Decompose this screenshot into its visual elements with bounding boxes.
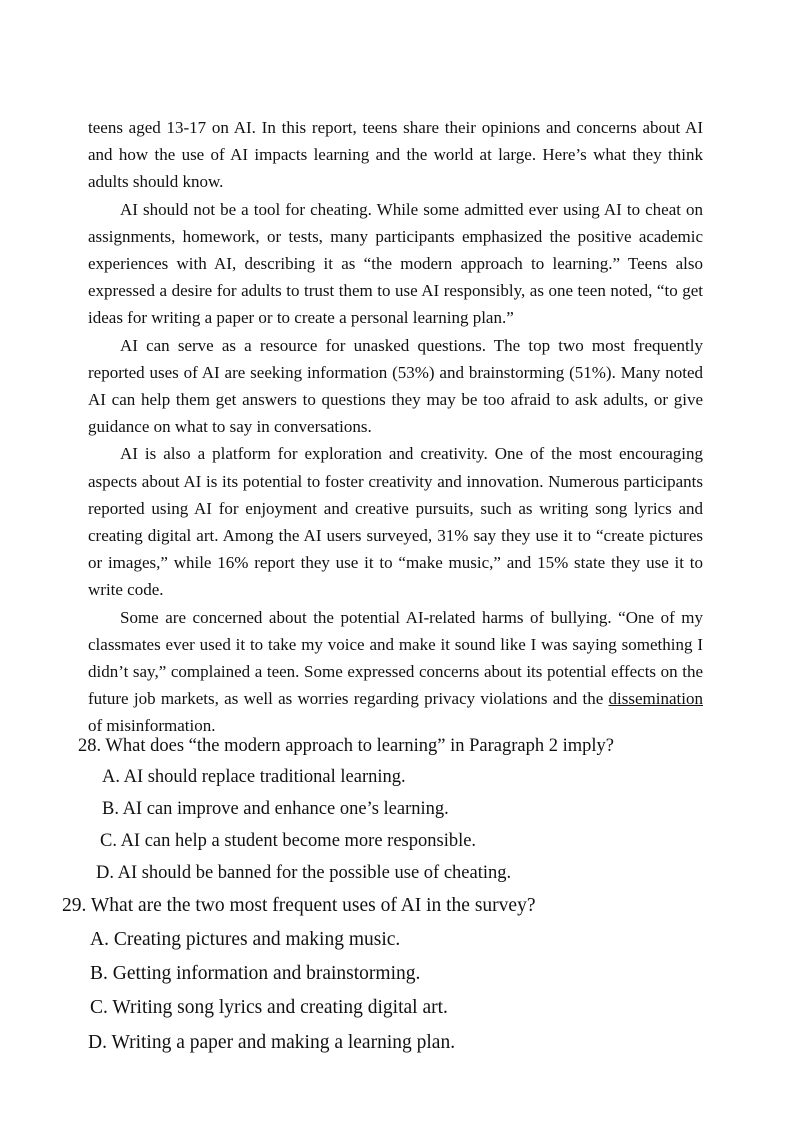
passage-paragraph-1: teens aged 13-17 on AI. In this report, teens share their opinions and concerns about AI and how the use of AI impacts learning and the world at large. Here’s what they think adults should know. xyxy=(88,118,703,192)
question-28-option-b[interactable]: B. AI can improve and enhance one’s learning. xyxy=(102,799,449,819)
passage-paragraph-3: AI can serve as a resource for unasked questions. The top two most frequently reported uses of AI are seeking information (53%) and brainstorming (51%). Many noted AI can help them get answers to questions they may be too afraid to ask adults, or give guidance on what to say in conversations. xyxy=(88,335,703,437)
question-29-option-c[interactable]: C. Writing song lyrics and creating digital art. xyxy=(90,997,448,1018)
paragraph-5-text: Some are concerned about the potential AI-related harms of bullying. “One of my classmates ever used it to take my voice and make it sound like I was saying something I didn’t say,” complained a teen. Some expressed concerns about its potential effects on the future job markets, as well as worries regarding privacy violations and the xyxy=(88,607,703,709)
question-29-option-a[interactable]: A. Creating pictures and making music. xyxy=(90,929,401,950)
question-28-stem: 28. What does “the modern approach to learning” in Paragraph 2 imply? xyxy=(78,736,614,756)
paragraph-5-ending: of misinformation. xyxy=(88,716,216,736)
question-29-option-d[interactable]: D. Writing a paper and making a learning plan. xyxy=(88,1032,456,1053)
question-29-option-b[interactable]: B. Getting information and brainstorming. xyxy=(90,963,421,984)
passage-paragraph-5 xyxy=(88,604,703,740)
question-28-option-d[interactable]: D. AI should be banned for the possible use of cheating. xyxy=(96,863,512,883)
passage-paragraph-4: AI is also a platform for exploration and creativity. One of the most encouraging aspects about AI is its potential to foster creativity and innovation. Numerous participants reported using AI for enjoyment and creative pursuits, such as writing song lyrics and creating digital art. Among the AI users surveyed, 31% say they use it to “create pictures or images,” while 16% report they use it to “make music,” and 15% state they use it to write code. xyxy=(88,444,703,600)
question-28-option-a[interactable]: A. AI should replace traditional learning. xyxy=(102,767,406,787)
question-28-option-c[interactable]: C. AI can help a student become more responsible. xyxy=(100,831,477,851)
reading-passage xyxy=(88,114,703,740)
passage-paragraph-2: AI should not be a tool for cheating. While some admitted ever using AI to cheat on assignments, homework, or tests, many participants emphasized the positive academic experiences with AI, describing it as “the modern approach to learning.” Teens also expressed a desire for adults to trust them to use AI responsibly, as one teen noted, “to get ideas for writing a paper or to create a personal learning plan.” xyxy=(88,199,703,328)
underlined-word: dissemination xyxy=(608,689,703,709)
question-29-stem: 29. What are the two most frequent uses of AI in the survey? xyxy=(62,895,536,916)
